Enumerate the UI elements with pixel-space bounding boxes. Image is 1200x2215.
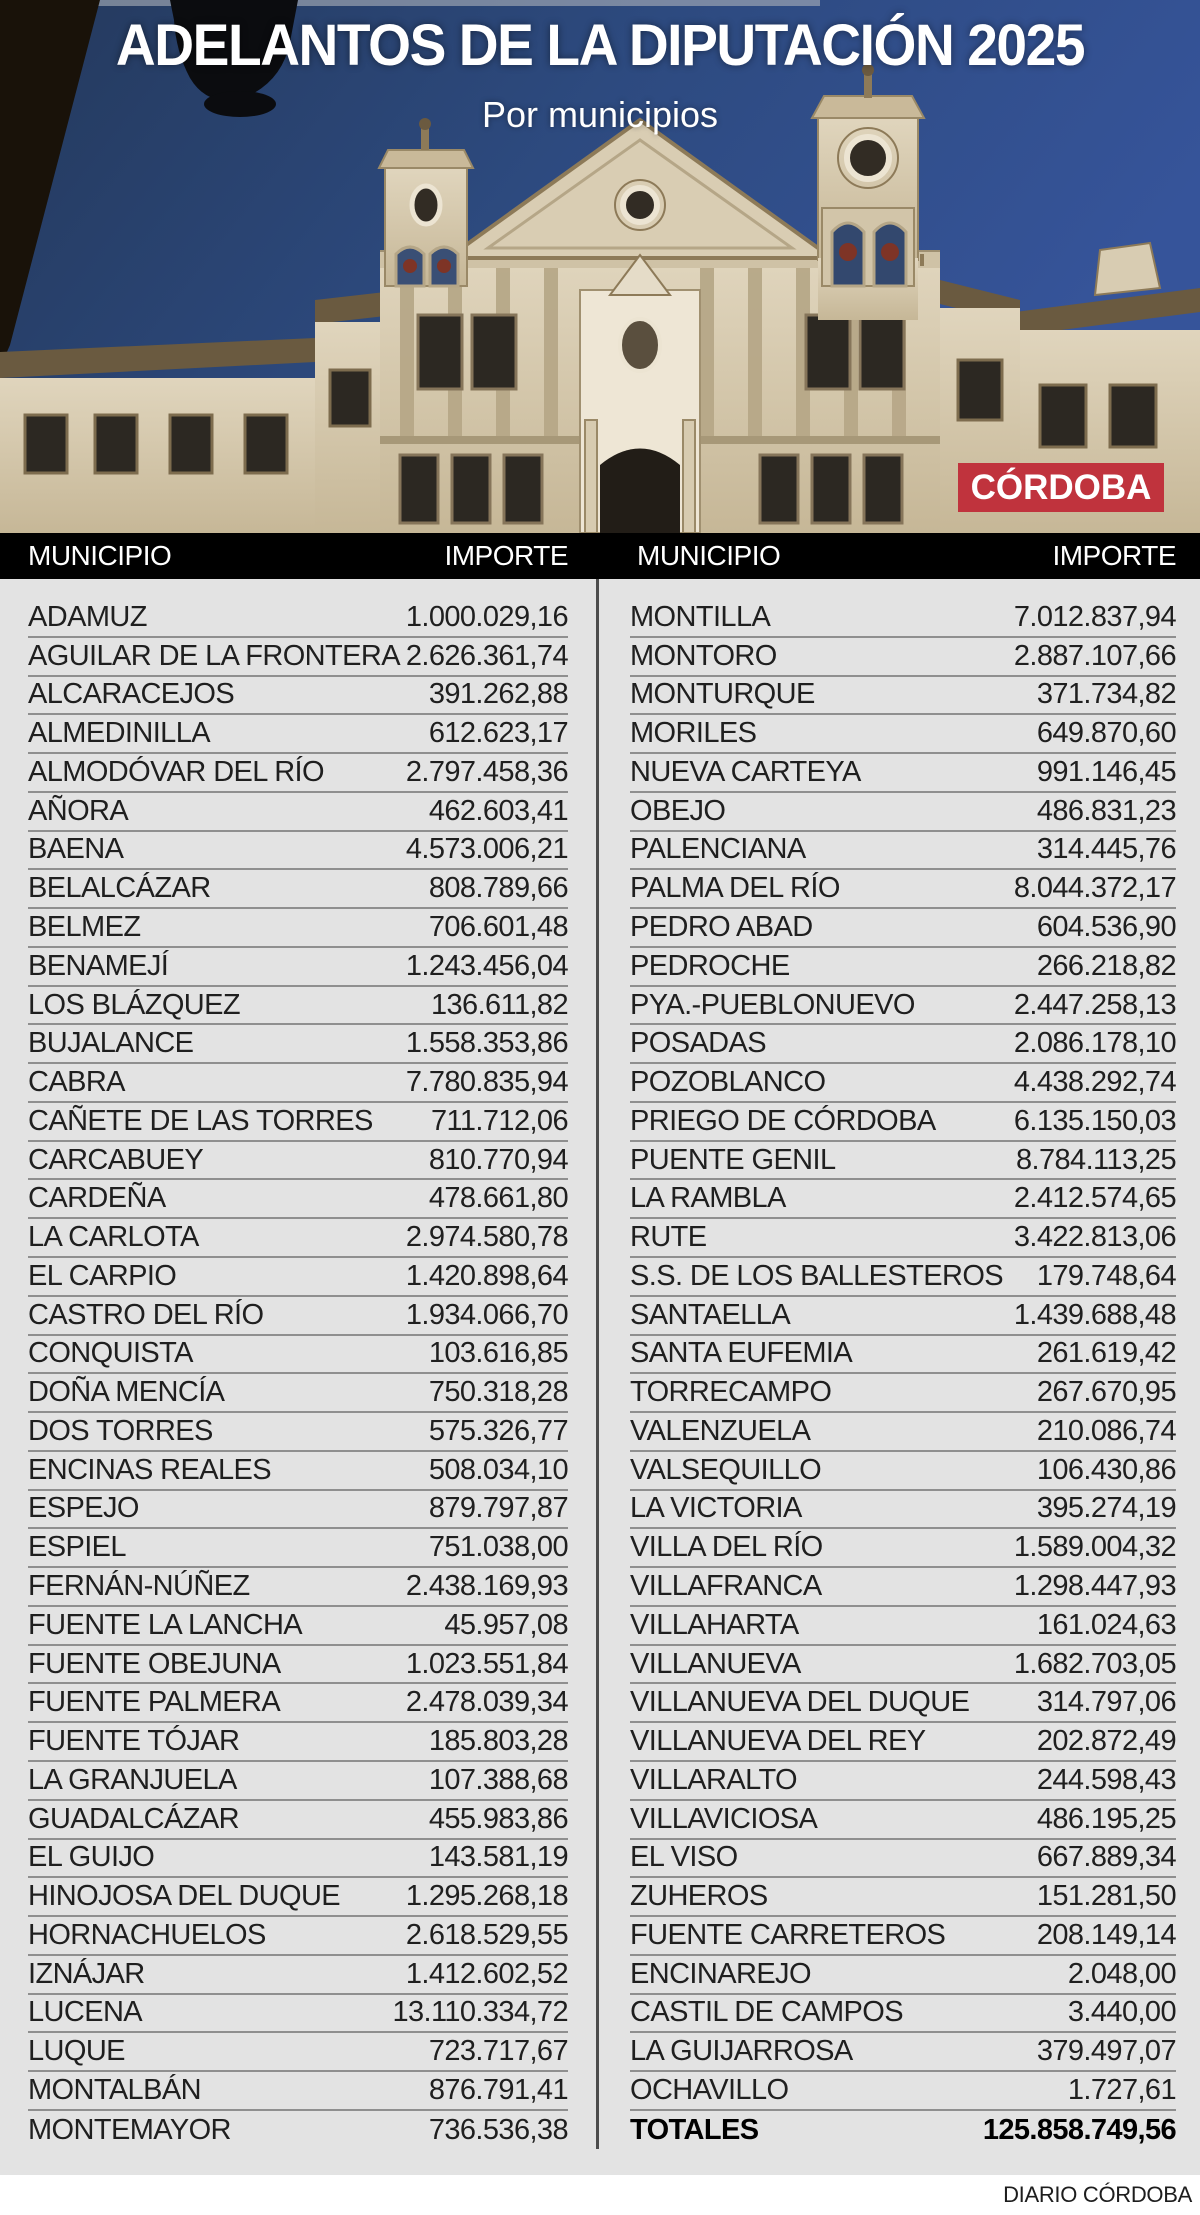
table-row [28,599,568,638]
cordoba-brand-badge: CÓRDOBA [958,463,1164,512]
municipality-name: GUADALCÁZAR [28,1802,239,1835]
municipality-name: ESPEJO [28,1492,139,1525]
municipality-name: VILLANUEVA [630,1647,801,1680]
table-row [630,1180,1176,1219]
municipality-name: SANTA EUFEMIA [630,1337,853,1370]
table-row [630,1142,1176,1181]
municipality-name: PRIEGO DE CÓRDOBA [630,1104,936,1137]
municipality-name: S.S. DE LOS BALLESTEROS [630,1259,1004,1292]
municipality-name: FUENTE OBEJUNA [28,1647,281,1680]
municipality-name: VILLANUEVA DEL REY [630,1725,926,1758]
table-row [28,1336,568,1375]
table-row [28,1219,568,1258]
municipality-name: ALCARACEJOS [28,678,235,711]
totals-row [630,2111,1176,2150]
importe-value: 876.791,41 [428,2073,568,2106]
table-row [630,1995,1176,2034]
header-municipio-right: MUNICIPIO [637,540,781,571]
table-row [28,1607,568,1646]
municipality-name: ADAMUZ [28,600,147,633]
municipality-name: VALSEQUILLO [630,1453,822,1486]
municipality-name: POZOBLANCO [630,1066,826,1099]
importe-value: 45.957,08 [444,1608,568,1641]
palace-illustration [0,0,1200,533]
municipality-name: AGUILAR DE LA FRONTERA [28,639,400,672]
importe-value: 179.748,64 [1036,1259,1176,1292]
municipality-name: CASTIL DE CAMPOS [630,1996,903,2029]
municipality-name: ENCINAREJO [630,1957,811,1990]
header-importe-left: IMPORTE [444,540,568,571]
table-row [28,1142,568,1181]
table-row [630,1607,1176,1646]
municipality-name: BAENA [28,833,124,866]
table-row [630,1413,1176,1452]
importe-value: 750.318,28 [428,1376,568,1409]
municipality-name: BELMEZ [28,911,141,943]
importe-value: 106.430,86 [1036,1453,1176,1486]
footer [0,2175,1200,2215]
importe-value: 711.712,06 [431,1104,568,1137]
municipality-name: BELALCÁZAR [28,872,211,905]
importe-value: 751.038,00 [428,1531,568,1564]
importe-value: 8.044.372,17 [1013,872,1176,905]
importe-value: 267.670,95 [1036,1376,1176,1409]
importe-value: 210.086,74 [1036,1414,1176,1447]
table-row [630,948,1176,987]
importe-value: 395.274,19 [1036,1492,1176,1525]
table-row [630,677,1176,716]
table-row [630,599,1176,638]
importe-value: 208.149,14 [1036,1918,1176,1951]
table-row [28,1995,568,2034]
municipality-name: PEDROCHE [630,949,790,982]
importe-value: 1.298.447,93 [1013,1570,1176,1603]
importe-value: 2.086.178,10 [1013,1027,1176,1060]
table-row [630,909,1176,948]
municipality-name: ENCINAS REALES [28,1453,272,1486]
importe-value: 107.388,68 [428,1763,568,1796]
table-row [28,1064,568,1103]
importe-value: 2.478.039,34 [405,1686,568,1719]
municipality-name: CARCABUEY [28,1143,204,1176]
importe-value: 2.626.361,74 [405,639,568,672]
importe-value: 1.420.898,64 [405,1259,568,1292]
table-row [630,1374,1176,1413]
importe-value: 455.983,86 [428,1802,568,1835]
municipality-name: VALENZUELA [630,1414,811,1447]
importe-value: 1.295.268,18 [405,1880,568,1913]
importe-value: 1.558.353,86 [405,1027,568,1060]
table-row [630,1452,1176,1491]
municipality-name: LA CARLOTA [28,1221,199,1254]
table-row [630,1568,1176,1607]
importe-value: 2.412.574,65 [1013,1182,1176,1215]
table-row [630,1103,1176,1142]
municipality-name: PUENTE GENIL [630,1143,836,1176]
table-row [28,793,568,832]
table-row [28,2111,568,2150]
table-row [28,1723,568,1762]
importe-value: 244.598,43 [1036,1763,1176,1796]
municipality-name: PALMA DEL RÍO [630,872,840,905]
municipality-name: CASTRO DEL RÍO [28,1298,264,1331]
municipality-name: TORRECAMPO [630,1376,832,1409]
table-row [630,1801,1176,1840]
table-row [28,2072,568,2111]
table-row [28,638,568,677]
importe-value: 202.872,49 [1036,1725,1176,1758]
table-row [630,2072,1176,2111]
importe-value: 723.717,67 [428,2035,568,2068]
municipality-name: OCHAVILLO [630,2073,789,2106]
column-divider [596,579,599,2149]
importe-value: 13.110.334,72 [392,1996,568,2029]
municipality-name: PEDRO ABAD [630,911,813,943]
municipality-name: ALMODÓVAR DEL RÍO [28,755,324,788]
importe-value: 371.734,82 [1036,678,1176,711]
municipality-name: LA GRANJUELA [28,1763,237,1796]
table-row [28,1646,568,1685]
municipality-name: LOS BLÁZQUEZ [28,988,240,1021]
table-row [28,1297,568,1336]
municipality-name: EL GUIJO [28,1841,155,1874]
importe-value: 261.619,42 [1036,1337,1176,1370]
importe-value: 2.887.107,66 [1013,639,1176,672]
importe-value: 1.589.004,32 [1013,1531,1176,1564]
importe-value: 7.780.835,94 [405,1066,568,1099]
table-row [28,1568,568,1607]
table-row [28,870,568,909]
table-row [28,754,568,793]
importe-value: 612.623,17 [428,717,568,750]
municipality-name: PALENCIANA [630,833,806,866]
table-row [630,1297,1176,1336]
importe-value: 2.447.258,13 [1013,988,1176,1021]
totals-value: 125.858.749,56 [982,2113,1176,2146]
importe-value: 136.611,82 [431,988,568,1021]
importe-value: 6.135.150,03 [1013,1104,1176,1137]
municipality-name: CARDEÑA [28,1182,166,1215]
importe-value: 143.581,19 [428,1841,568,1874]
municipality-name: DOS TORRES [28,1414,213,1447]
municipality-name: MONTEMAYOR [28,2113,231,2146]
importe-value: 649.870,60 [1036,717,1176,750]
importe-value: 3.440,00 [1067,1996,1176,2029]
table-row [630,754,1176,793]
municipality-name: HINOJOSA DEL DUQUE [28,1880,341,1913]
municipality-name: BENAMEJÍ [28,949,169,982]
municipality-name: VILLARALTO [630,1763,798,1796]
importe-value: 1.439.688,48 [1013,1298,1176,1331]
importe-value: 4.573.006,21 [405,833,568,866]
table-row [28,1180,568,1219]
importe-value: 1.023.551,84 [405,1647,568,1680]
table-row [630,1646,1176,1685]
importe-value: 1.243.456,04 [405,949,568,982]
importe-value: 508.034,10 [428,1453,568,1486]
table-row [28,1413,568,1452]
municipality-name: ZUHEROS [630,1880,768,1913]
importe-value: 4.438.292,74 [1013,1066,1176,1099]
table-row [28,1452,568,1491]
table-header-bar [0,533,1200,579]
page-title: ADELANTOS DE LA DIPUTACIÓN 2025 [115,13,1085,78]
table-row [28,909,568,948]
importe-value: 575.326,77 [428,1414,568,1447]
importe-value: 2.048,00 [1067,1957,1176,1990]
importe-value: 2.974.580,78 [405,1221,568,1254]
municipality-name: EL CARPIO [28,1259,177,1292]
municipality-name: MORILES [630,717,757,750]
municipality-name: VILLAVICIOSA [630,1802,818,1835]
municipality-name: CABRA [28,1066,125,1099]
table-row [28,948,568,987]
table-row [630,2033,1176,2072]
table-row [28,1840,568,1879]
importe-value: 8.784.113,25 [1016,1143,1176,1176]
importe-value: 736.536,38 [428,2113,568,2146]
table-column-right [630,599,1176,2150]
municipality-name: MONTALBÁN [28,2073,201,2106]
importe-value: 808.789,66 [428,872,568,905]
importe-value: 1.727,61 [1067,2073,1176,2106]
municipality-name: NUEVA CARTEYA [630,755,861,788]
table-row [28,1529,568,1568]
importe-value: 2.797.458,36 [405,755,568,788]
municipality-name: SANTAELLA [630,1298,791,1331]
municipality-name: VILLA DEL RÍO [630,1531,823,1564]
table-row [28,1917,568,1956]
table-row [28,1025,568,1064]
municipality-name: VILLAHARTA [630,1608,799,1641]
importe-value: 1.934.066,70 [405,1298,568,1331]
table-row [630,870,1176,909]
importe-value: 103.616,85 [428,1337,568,1370]
importe-value: 706.601,48 [428,911,568,943]
importe-value: 314.797,06 [1036,1686,1176,1719]
table-row [28,832,568,871]
importe-value: 266.218,82 [1036,949,1176,982]
table-row [630,638,1176,677]
table-row [630,1336,1176,1375]
importe-value: 161.024,63 [1036,1608,1176,1641]
table-row [630,1529,1176,1568]
municipality-name: FUENTE TÓJAR [28,1725,240,1758]
table-row [28,987,568,1026]
table-row [28,1878,568,1917]
importe-value: 185.803,28 [428,1725,568,1758]
table-row [630,1723,1176,1762]
table-row [28,1491,568,1530]
table-row [630,1025,1176,1064]
municipality-name: BUJALANCE [28,1027,194,1060]
importe-value: 2.618.529,55 [405,1918,568,1951]
importe-value: 314.445,76 [1036,833,1176,866]
importe-value: 379.497,07 [1036,2035,1176,2068]
municipality-name: HORNACHUELOS [28,1918,266,1951]
importe-value: 478.661,80 [428,1182,568,1215]
municipality-name: LA RAMBLA [630,1182,786,1215]
municipality-name: VILLAFRANCA [630,1570,822,1603]
table-row [630,793,1176,832]
importe-value: 1.682.703,05 [1013,1647,1176,1680]
municipality-name: OBEJO [630,794,726,827]
page-subtitle: Por municipios [481,94,719,135]
importe-value: 1.000.029,16 [405,600,568,633]
municipality-name: AÑORA [28,794,129,827]
municipality-name: LA VICTORIA [630,1492,802,1525]
table-row [630,987,1176,1026]
municipality-name: FUENTE PALMERA [28,1686,281,1719]
table-row [630,1258,1176,1297]
header-importe-right: IMPORTE [1052,540,1176,571]
table-row [630,1684,1176,1723]
importe-value: 991.146,45 [1036,755,1176,788]
importe-value: 879.797,87 [428,1492,568,1525]
table-column-left [28,599,568,2150]
importe-value: 7.012.837,94 [1013,600,1176,633]
municipality-name: RUTE [630,1221,707,1254]
table-row [28,1258,568,1297]
totals-label: TOTALES [630,2113,759,2146]
municipality-name: FUENTE LA LANCHA [28,1608,303,1641]
municipality-name: POSADAS [630,1027,767,1060]
table-row [28,1684,568,1723]
table-row [630,1064,1176,1103]
municipality-name: LUCENA [28,1996,143,2029]
importe-value: 1.412.602,52 [405,1957,568,1990]
importe-value: 486.831,23 [1036,794,1176,827]
source-credit: DIARIO CÓRDOBA [1003,2182,1192,2207]
municipality-name: EL VISO [630,1841,738,1874]
table-row [28,1956,568,1995]
table-row [28,1762,568,1801]
header-municipio-left: MUNICIPIO [28,540,172,571]
table-row [28,715,568,754]
importe-value: 151.281,50 [1036,1880,1176,1913]
table-row [28,1103,568,1142]
diputacion-palace-photo [0,0,1200,533]
table-row [630,1762,1176,1801]
municipality-name: DOÑA MENCÍA [28,1376,225,1409]
importe-value: 391.262,88 [428,678,568,711]
table-row [630,715,1176,754]
importe-value: 486.195,25 [1036,1802,1176,1835]
municipality-name: PYA.-PUEBLONUEVO [630,988,915,1021]
municipality-name: IZNÁJAR [28,1957,145,1990]
table-row [28,2033,568,2072]
table-row [630,832,1176,871]
municipality-name: FERNÁN-NÚÑEZ [28,1570,250,1603]
municipality-name: ALMEDINILLA [28,717,210,750]
importe-value: 3.422.813,06 [1013,1221,1176,1254]
importe-value: 810.770,94 [428,1143,568,1176]
importe-value: 462.603,41 [428,794,568,827]
table-row [630,1219,1176,1258]
municipality-name: CAÑETE DE LAS TORRES [28,1104,373,1137]
municipality-name: VILLANUEVA DEL DUQUE [630,1686,970,1719]
municipality-name: FUENTE CARRETEROS [630,1918,946,1951]
table-row [630,1878,1176,1917]
table-row [28,677,568,716]
table-row [28,1374,568,1413]
importe-value: 667.889,34 [1036,1841,1176,1874]
municipality-name: LA GUIJARROSA [630,2035,853,2068]
municipality-name: ESPIEL [28,1531,126,1564]
table-row [28,1801,568,1840]
table-row [630,1917,1176,1956]
municipality-name: MONTILLA [630,600,771,633]
table-row [630,1491,1176,1530]
importe-value: 604.536,90 [1036,911,1176,943]
municipality-name: MONTORO [630,639,777,672]
municipality-name: LUQUE [28,2035,125,2068]
table-row [630,1956,1176,1995]
table-row [630,1840,1176,1879]
importe-value: 2.438.169,93 [405,1570,568,1603]
municipality-name: CONQUISTA [28,1337,193,1370]
municipality-name: MONTURQUE [630,678,815,711]
